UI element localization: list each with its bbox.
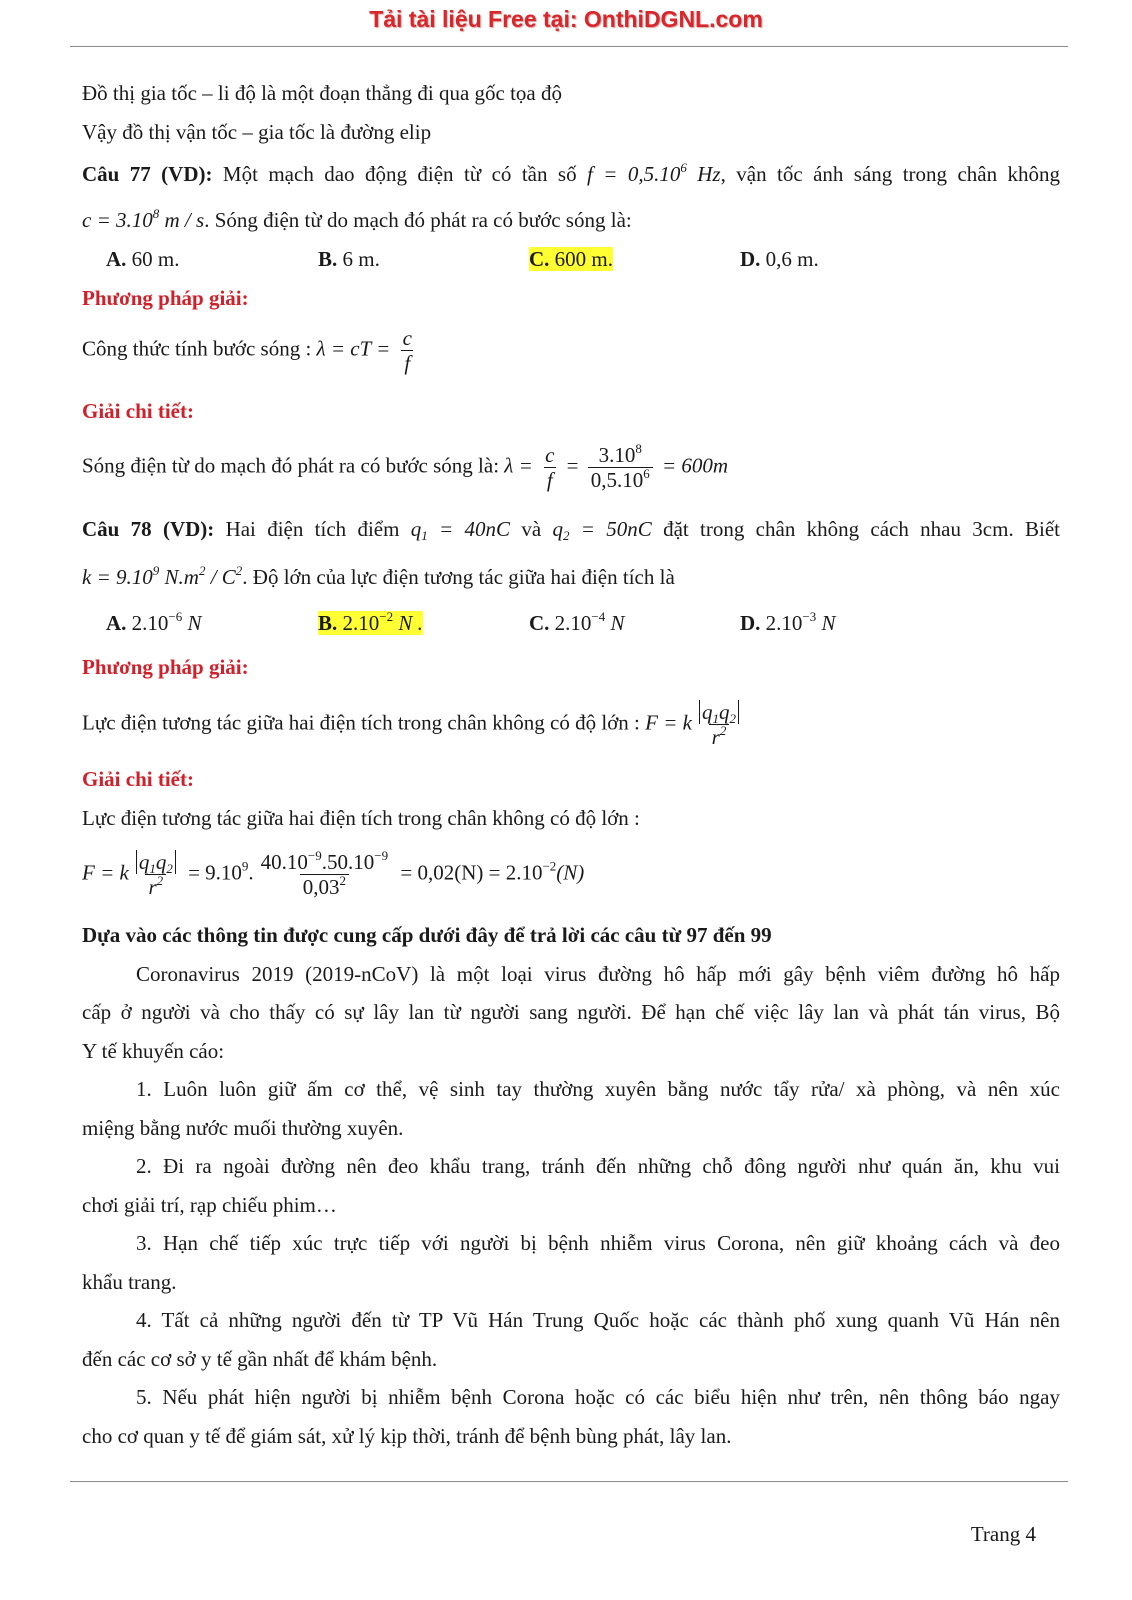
q78-method-formula: Lực điện tương tác giữa hai điện tích trong chân không có độ lớn : F = k $\frac{q_1q_2}{r^2}$ [82,700,746,749]
passage-item-1-line-1: 1. Luôn luôn giữ ấm cơ thể, vệ sinh tay thường xuyên bằng nước tẩy rửa/ xà phòng, và nên xúc [136,1077,1060,1101]
q77-method-formula: Công thức tính bước sóng : λ = cT = $\frac{c}{f}$ [82,326,412,375]
q78-option-c: C. $2.10^{-4}$ N [529,609,625,635]
q78-coulomb-constant: $k = 9.10^9$ $N.m^2 / C^2$ [82,563,243,589]
q77-detail-formula: Sóng điện từ do mạch đó phát ra có bước sóng là: λ = $\frac{c}{f}$ = $\frac{3.10^8}{0,5.10^6}$ = 600m [82,441,729,492]
q77-option-a: A. 60 m. [106,247,180,271]
q77-label: Câu 77 (VD): [82,162,213,186]
q78-detail-text: Lực điện tương tác giữa hai điện tích trong chân không có độ lớn : [82,806,640,830]
passage-p1-line-1: Coronavirus 2019 (2019-nCoV) là một loại virus đường hô hấp mới gây bệnh viêm đường hô hấp [136,962,1060,986]
page-number: Trang 4 [970,1522,1036,1546]
q77-option-b: B. 6 m. [318,247,380,271]
passage-item-3-line-2: khẩu trang. [82,1270,177,1294]
q77-detail-heading: Giải chi tiết: [82,399,194,423]
q77-stem-line-1: Câu 77 (VD): Một mạch dao động điện từ có tần số $f = 0,5.10^6$ Hz, vận tốc ánh sáng trong chân không [82,160,1061,186]
footer-divider [70,1481,1068,1482]
passage-item-3-line-1: 3. Hạn chế tiếp xúc trực tiếp với người bị bệnh nhiễm virus Corona, nên giữ khoảng cách và đeo [136,1231,1060,1255]
passage-item-2-line-1: 2. Đi ra ngoài đường nên đeo khẩu trang, tránh đến những chỗ đông người như quán ăn, khu vui [136,1154,1060,1178]
q78-method-heading: Phương pháp giải: [82,655,249,679]
q77-option-c-correct: C. 600 m. [529,247,614,271]
passage-item-5-line-2: cho cơ quan y tế để giám sát, xử lý kịp thời, tránh để bệnh bùng phát, lây lan. [82,1424,732,1448]
q78-detail-heading: Giải chi tiết: [82,767,194,791]
q77-method-heading: Phương pháp giải: [82,286,249,310]
q77-frequency: $f = 0,5.10^6$ Hz [586,160,721,186]
q78-label: Câu 78 (VD): [82,517,215,541]
passage-p1-line-2: cấp ở người và cho thấy có sự lây lan từ người sang người. Để hạn chế việc lây lan và phát tán virus, Bộ [82,1000,1060,1024]
q78-charge-2: $q_2 = 50nC$ [552,517,652,543]
passage-item-2-line-2: chơi giải trí, rạp chiếu phim… [82,1193,337,1217]
q78-charge-1: $q_1 = 40nC$ [410,517,511,543]
site-header: Tải tài liệu Free tại: OnthiDGNL.com [369,6,763,32]
q77-stem-line-2: $c = 3.10^8$ m / s. Sóng điện từ do mạch đó phát ra có bước sóng là: [82,206,632,232]
q78-stem-line-1: Câu 78 (VD): Hai điện tích điểm $q_1 = 40nC$ và $q_2 = 50nC$ đặt trong chân không cách nhau 3cm. Biết [82,517,1061,543]
passage-item-4-line-1: 4. Tất cả những người đến từ TP Vũ Hán Trung Quốc hoặc các thành phố xung quanh Vũ Hán nên [136,1308,1060,1332]
passage-p1-line-3: Y tế khuyến cáo: [82,1039,225,1063]
q78-detail-formula: F = k $\frac{q_1q_2}{r^2}$ = $9.10^9$. $\frac{40.10^{-9}.50.10^{-9}}{0,03^2}$ = $0,02(N) = 2.10^{-2}(N)$ [82,848,585,899]
passage-heading: Dựa vào các thông tin được cung cấp dưới đây để trả lời các câu từ 97 đến 99 [82,923,772,947]
passage-item-4-line-2: đến các cơ sở y tế gần nhất để khám bệnh. [82,1347,438,1371]
q77-light-speed: $c = 3.10^8$ m / s [82,206,205,232]
q77-option-d: D. 0,6 m. [740,247,819,271]
intro-line-1: Đồ thị gia tốc – li độ là một đoạn thẳng đi qua gốc tọa độ [82,81,562,105]
header-divider [70,46,1068,47]
q78-option-d: D. $2.10^{-3}$ N [740,609,836,635]
passage-item-1-line-2: miệng bằng nước muối thường xuyên. [82,1116,404,1140]
q78-option-b-correct: B. $2.10^{-2}$ N . [318,609,423,635]
intro-line-2: Vậy đồ thị vận tốc – gia tốc là đường elip [82,120,432,144]
passage-item-5-line-1: 5. Nếu phát hiện người bị nhiễm bệnh Corona hoặc có các biểu hiện như trên, nên thông báo ngay [136,1385,1060,1409]
q78-stem-line-2: $k = 9.10^9$ $N.m^2 / C^2$. Độ lớn của lực điện tương tác giữa hai điện tích là [82,563,675,589]
q78-option-a: A. $2.10^{-6}$ N [106,609,202,635]
